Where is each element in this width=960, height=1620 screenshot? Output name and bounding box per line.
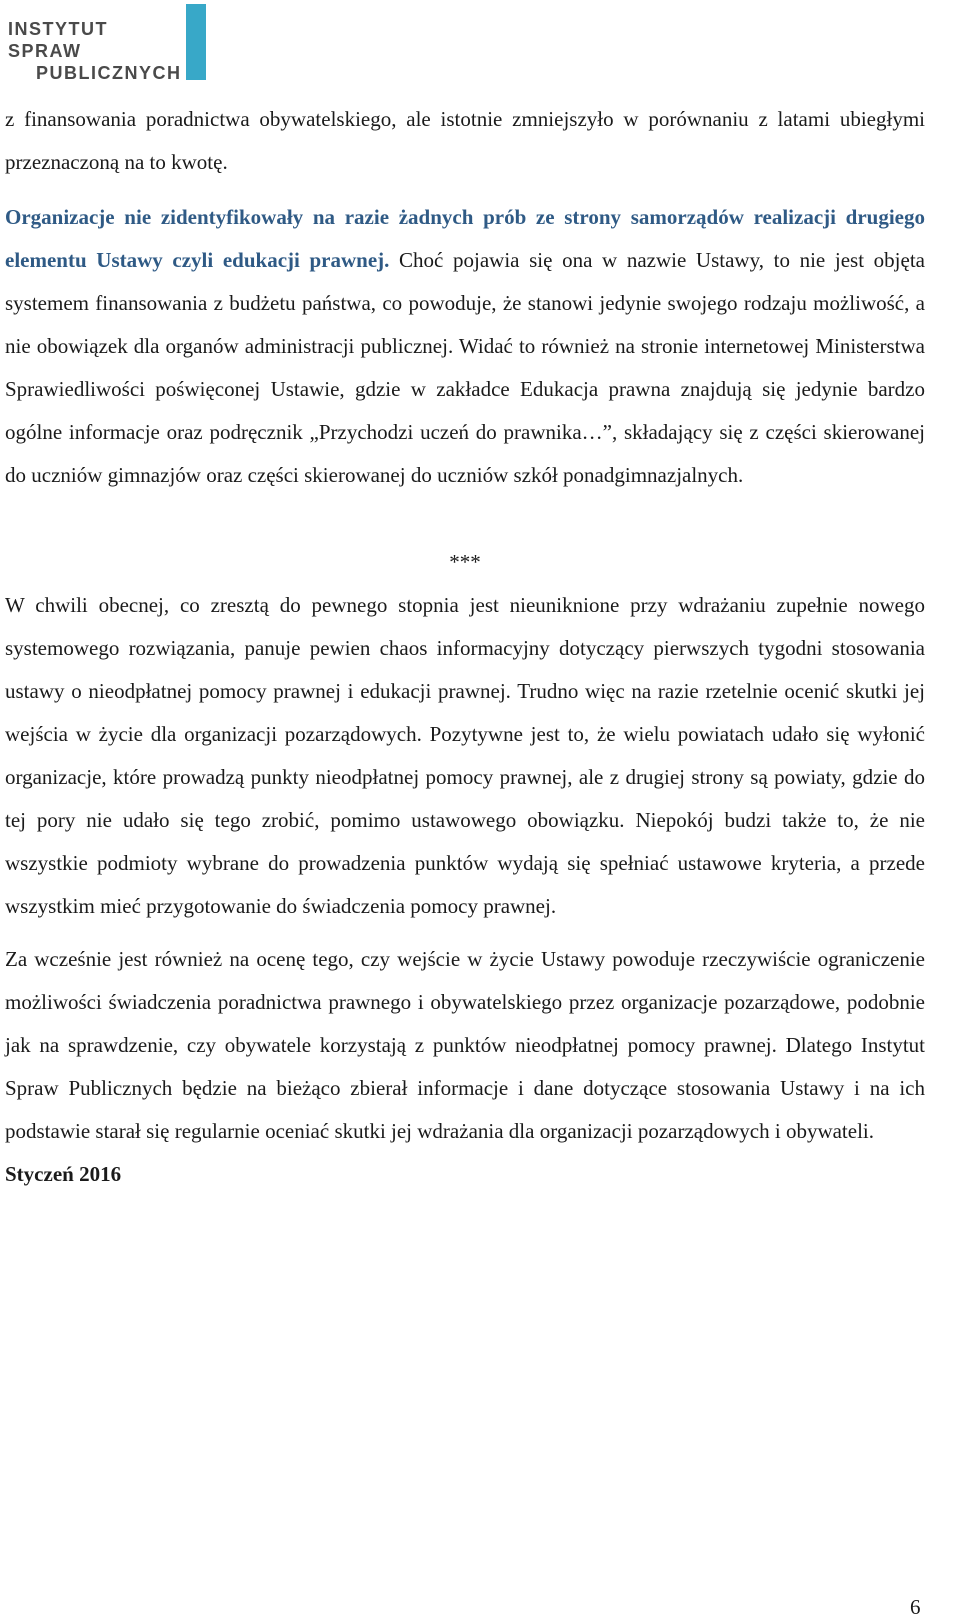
document-body [5, 98, 925, 1196]
document-date: Styczeń 2016 [5, 1162, 122, 1186]
logo-text [8, 18, 182, 84]
paragraph-3: W chwili obecnej, co zresztą do pewnego stopnia jest nieuniknione przy wdrażaniu zupełnie nowego systemowego rozwiązania, panuje pewien chaos informacyjny dotyczący pierwszych tygodni stosowania ustawy o nieodpłatnej pomocy prawnej i edukacji prawnej. Trudno więc na razie rzetelnie ocenić skutki jej wejścia w życie dla organizacji pozarządowych. Pozytywne jest to, że wielu powiatach udało się wyłonić organizacje, które prowadzą punkty nieodpłatnej pomocy prawnej, ale z drugiej strony są powiaty, gdzie do tej pory nie udało się tego zrobić, pomimo ustawowego obowiązku. Niepokój budzi także to, że nie wszystkie podmioty wybrane do prowadzenia punktów wydają się spełniać ustawowe kryteria, a przede wszystkim mieć przygotowanie do świadczenia pomocy prawnej. [5, 593, 925, 918]
paragraph-2 [5, 196, 925, 497]
logo-bar [186, 4, 206, 80]
paragraph-4: Za wcześnie jest również na ocenę tego, czy wejście w życie Ustawy powoduje rzeczywiście ograniczenie możliwości świadczenia poradnictwa prawnego i obywatelskiego przez organizacje pozarządowe, podobnie jak na sprawdzenie, czy obywatele korzystają z punktów nieodpłatnej pomocy prawnej. Dlatego Instytut Spraw Publicznych będzie na bieżąco zbierał informacje i dane dotyczące stosowania Ustawy i na ich podstawie starał się regularnie oceniać skutki jej wdrażania dla organizacji pozarządowych i obywateli. [5, 947, 925, 1143]
logo-line2: PUBLICZNYCH [36, 63, 182, 83]
logo-line1: INSTYTUT SPRAW [8, 19, 108, 61]
page-number: 6 [910, 1595, 921, 1619]
isp-logo [8, 4, 208, 83]
paragraph-1: z finansowania poradnictwa obywatelskiego, ale istotnie zmniejszyło w porównaniu z latami ubiegłymi przeznaczoną na to kwotę. [5, 107, 925, 174]
section-separator: *** [449, 550, 481, 574]
paragraph-2-highlight: Organizacje nie zidentyfikowały na razie żadnych prób ze strony samorządów realizacji drugiego elementu Ustawy czyli edukacji prawnej. [5, 205, 925, 272]
paragraph-2-text: Choć pojawia się ona w nazwie Ustawy, to nie jest objęta systemem finansowania z budżetu państwa, co powoduje, że stanowi jedynie swojego rodzaju możliwość, a nie obowiązek dla organów administracji publicznej. Widać to również na stronie internetowej Ministerstwa Sprawiedliwości poświęconej Ustawie, gdzie w zakładce Edukacja prawna znajdują się jedynie bardzo ogólne informacje oraz podręcznik „Przychodzi uczeń do prawnika…”, składający się z części skierowanej do uczniów gimnazjów oraz części skierowanej do uczniów szkół ponadgimnazjalnych. [5, 248, 925, 487]
